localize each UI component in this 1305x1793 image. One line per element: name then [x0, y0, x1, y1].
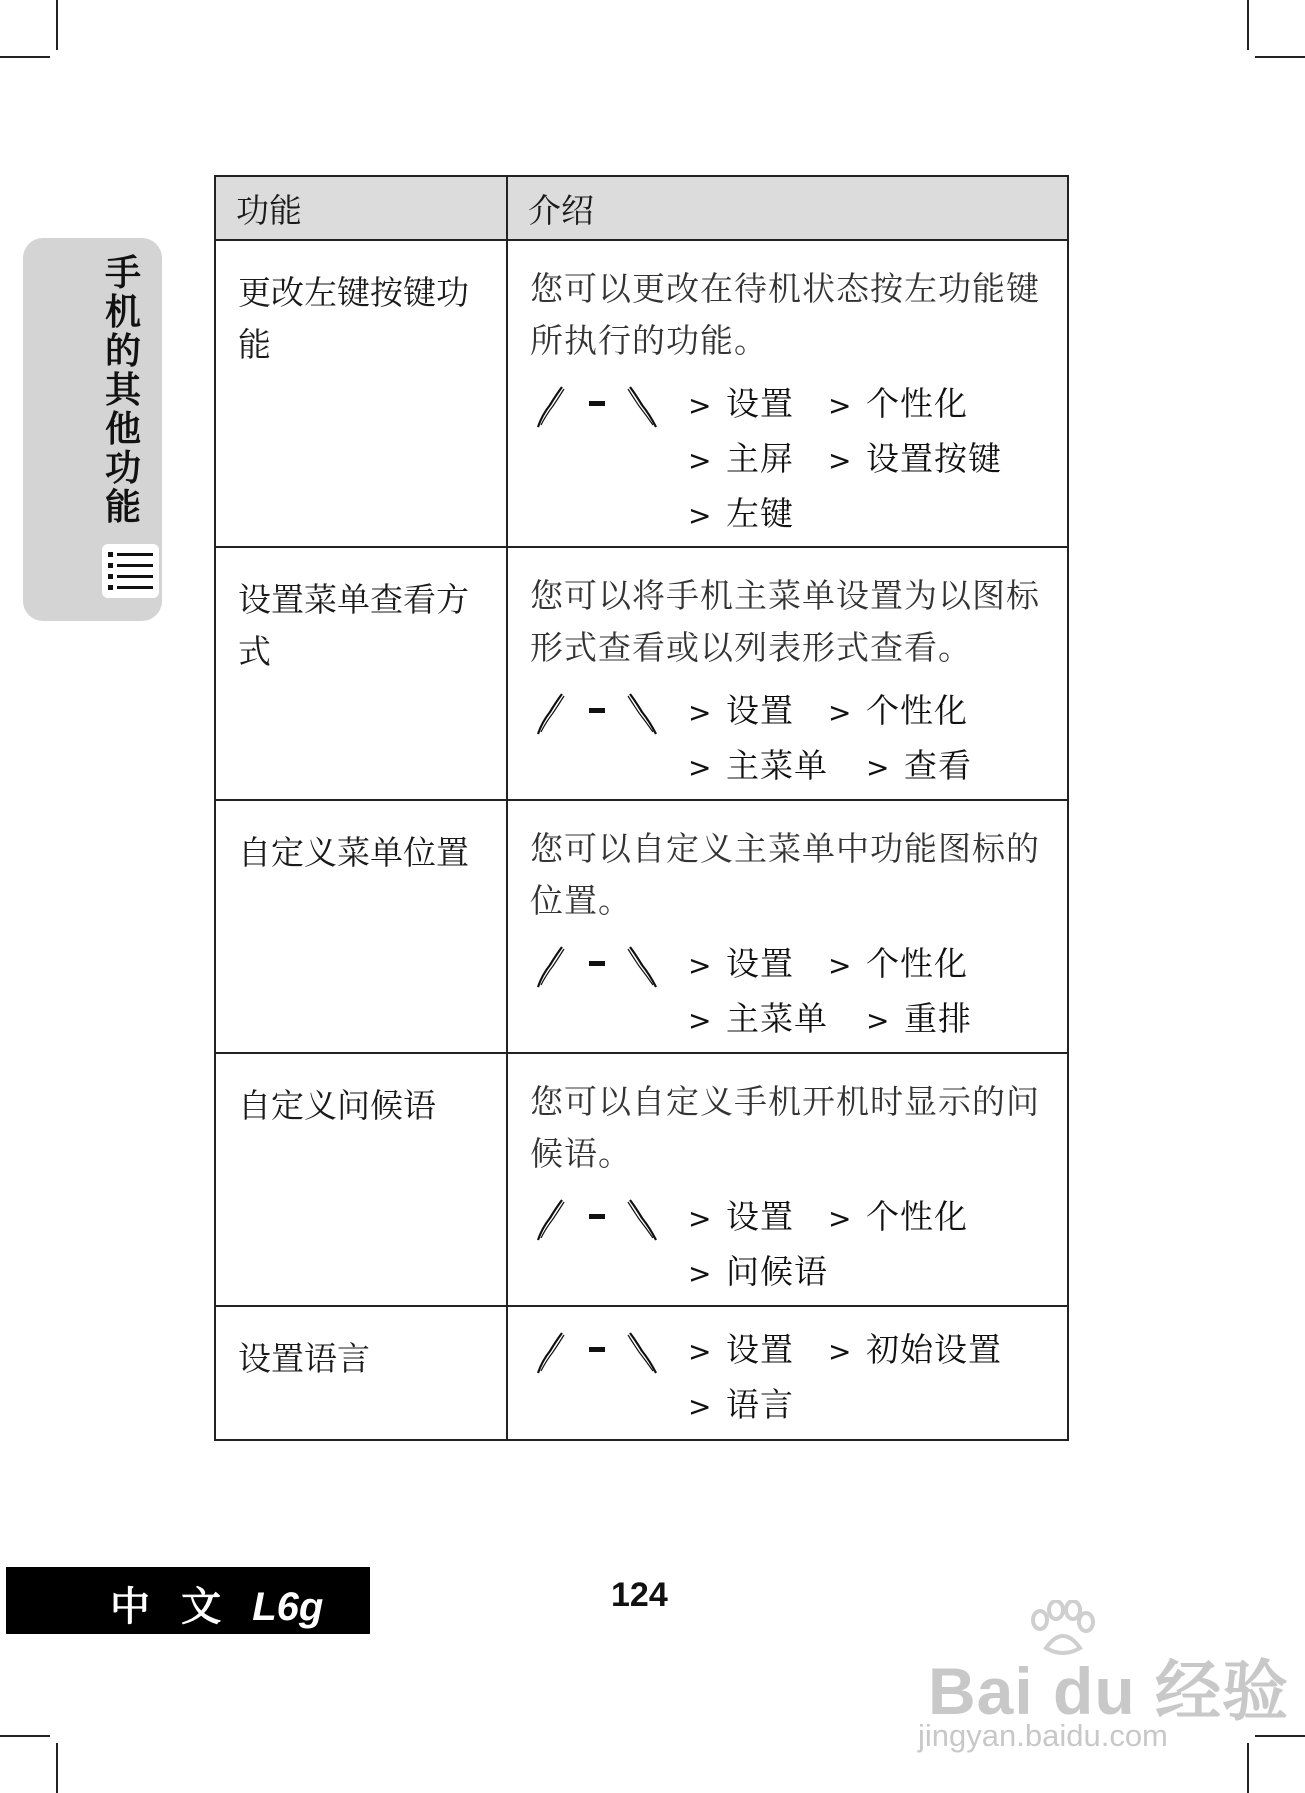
description-wrap [508, 548, 1067, 794]
chapter-title: 手机的其他功能 [104, 252, 141, 528]
description-cell [507, 1053, 1068, 1306]
list-icon [102, 544, 159, 598]
brand-model: L6g [252, 1585, 324, 1629]
path-line [688, 1190, 1049, 1245]
path-line [688, 1245, 1049, 1300]
path-line [688, 1323, 1049, 1378]
table-row [215, 1306, 1068, 1440]
function-description: 您可以自定义手机开机时显示的问候语。 [530, 1082, 1040, 1173]
menu-path [530, 684, 1049, 794]
path-line [688, 937, 1049, 992]
function-name: 设置菜单查看方式 [238, 580, 469, 671]
crop-mark [0, 1735, 50, 1737]
header-description-label: 介绍 [528, 190, 594, 230]
header-function [215, 176, 507, 240]
crop-mark [1255, 1735, 1305, 1737]
function-name: 自定义菜单位置 [238, 833, 469, 872]
menu-path [530, 937, 1049, 1047]
path-segment: 设置 [726, 944, 794, 983]
menu-key-icon [532, 1198, 662, 1244]
path-segment: 重排 [904, 999, 972, 1038]
menu-path [530, 377, 1049, 542]
function-table [214, 175, 1069, 1441]
path-arrow: > [828, 389, 853, 422]
path-segment: 初始设置 [866, 1330, 1002, 1369]
description-wrap [508, 1054, 1067, 1300]
path-segment: 主菜单 [726, 999, 828, 1038]
menu-key-icon [532, 692, 662, 738]
menu-path [530, 1323, 1049, 1433]
function-cell [215, 800, 507, 1053]
function-description: 您可以自定义主菜单中功能图标的位置。 [530, 829, 1040, 920]
page-number: 124 [611, 1576, 668, 1614]
path-segment: 设置 [726, 1197, 794, 1236]
path-segment: 语言 [726, 1385, 794, 1424]
function-cell [215, 1053, 507, 1306]
description-wrap [508, 241, 1067, 542]
header-function-label: 功能 [236, 190, 302, 230]
brand-language: 中 文 [110, 1585, 232, 1629]
chapter-side-tab [23, 238, 162, 621]
path-line [688, 739, 1049, 794]
path-segment: 主菜单 [726, 746, 828, 785]
path-segment: 查看 [904, 746, 972, 785]
path-arrow: > [688, 1202, 713, 1235]
path-arrow: > [828, 1335, 853, 1368]
path-line [688, 1378, 1049, 1433]
watermark-logo: Bai du 经验 [928, 1654, 1290, 1728]
path-line [688, 487, 1049, 542]
menu-key-icon [532, 945, 662, 991]
function-name: 自定义问候语 [238, 1086, 436, 1125]
path-segment: 设置 [726, 1330, 794, 1369]
crop-mark [56, 0, 58, 50]
path-segment: 个性化 [866, 384, 968, 423]
path-arrow: > [828, 696, 853, 729]
path-segment: 个性化 [866, 1197, 968, 1236]
menu-key-icon [532, 385, 662, 431]
crop-mark [0, 56, 50, 58]
path-line [688, 432, 1049, 487]
path-arrow: > [866, 751, 891, 784]
path-arrow: > [688, 444, 713, 477]
table-row [215, 240, 1068, 547]
path-line [688, 684, 1049, 739]
path-arrow: > [688, 1335, 713, 1368]
path-arrow: > [828, 1202, 853, 1235]
description-wrap [508, 801, 1067, 1047]
brand-bar [6, 1567, 370, 1634]
brand-text [110, 1575, 323, 1632]
table-row [215, 1053, 1068, 1306]
crop-mark [1247, 1743, 1249, 1793]
description-cell [507, 800, 1068, 1053]
path-arrow: > [688, 389, 713, 422]
table-header-row [215, 176, 1068, 240]
description-cell [507, 1306, 1068, 1440]
path-arrow: > [688, 499, 713, 532]
function-name: 更改左键按键功能 [238, 273, 469, 364]
path-segment: 个性化 [866, 944, 968, 983]
crop-mark [1255, 56, 1305, 58]
path-segment: 左键 [726, 494, 794, 533]
path-arrow: > [688, 751, 713, 784]
table-row [215, 800, 1068, 1053]
function-cell [215, 1306, 507, 1440]
path-arrow: > [688, 1390, 713, 1423]
path-segment: 问候语 [726, 1252, 828, 1291]
path-segment: 设置按键 [866, 439, 1002, 478]
path-segment: 主屏 [726, 439, 794, 478]
header-description [507, 176, 1068, 240]
crop-mark [1247, 0, 1249, 50]
menu-path [530, 1190, 1049, 1300]
path-arrow: > [828, 949, 853, 982]
path-arrow: > [688, 949, 713, 982]
table-row [215, 547, 1068, 800]
path-segment: 设置 [726, 384, 794, 423]
path-line [688, 377, 1049, 432]
path-arrow: > [866, 1004, 891, 1037]
function-name: 设置语言 [238, 1339, 370, 1378]
path-arrow: > [688, 1257, 713, 1290]
function-cell [215, 547, 507, 800]
watermark-site: jingyan.baidu.com [918, 1718, 1168, 1753]
path-arrow: > [688, 696, 713, 729]
path-arrow: > [688, 1004, 713, 1037]
menu-key-icon [532, 1331, 662, 1377]
function-description: 您可以更改在待机状态按左功能键所执行的功能。 [530, 269, 1040, 360]
path-line [688, 992, 1049, 1047]
description-wrap [508, 1307, 1067, 1433]
description-cell [507, 547, 1068, 800]
function-cell [215, 240, 507, 547]
function-description: 您可以将手机主菜单设置为以图标形式查看或以列表形式查看。 [530, 576, 1040, 667]
path-segment: 个性化 [866, 691, 968, 730]
path-arrow: > [828, 444, 853, 477]
path-segment: 设置 [726, 691, 794, 730]
description-cell [507, 240, 1068, 547]
baidu-watermark [918, 1600, 1290, 1753]
crop-mark [56, 1743, 58, 1793]
